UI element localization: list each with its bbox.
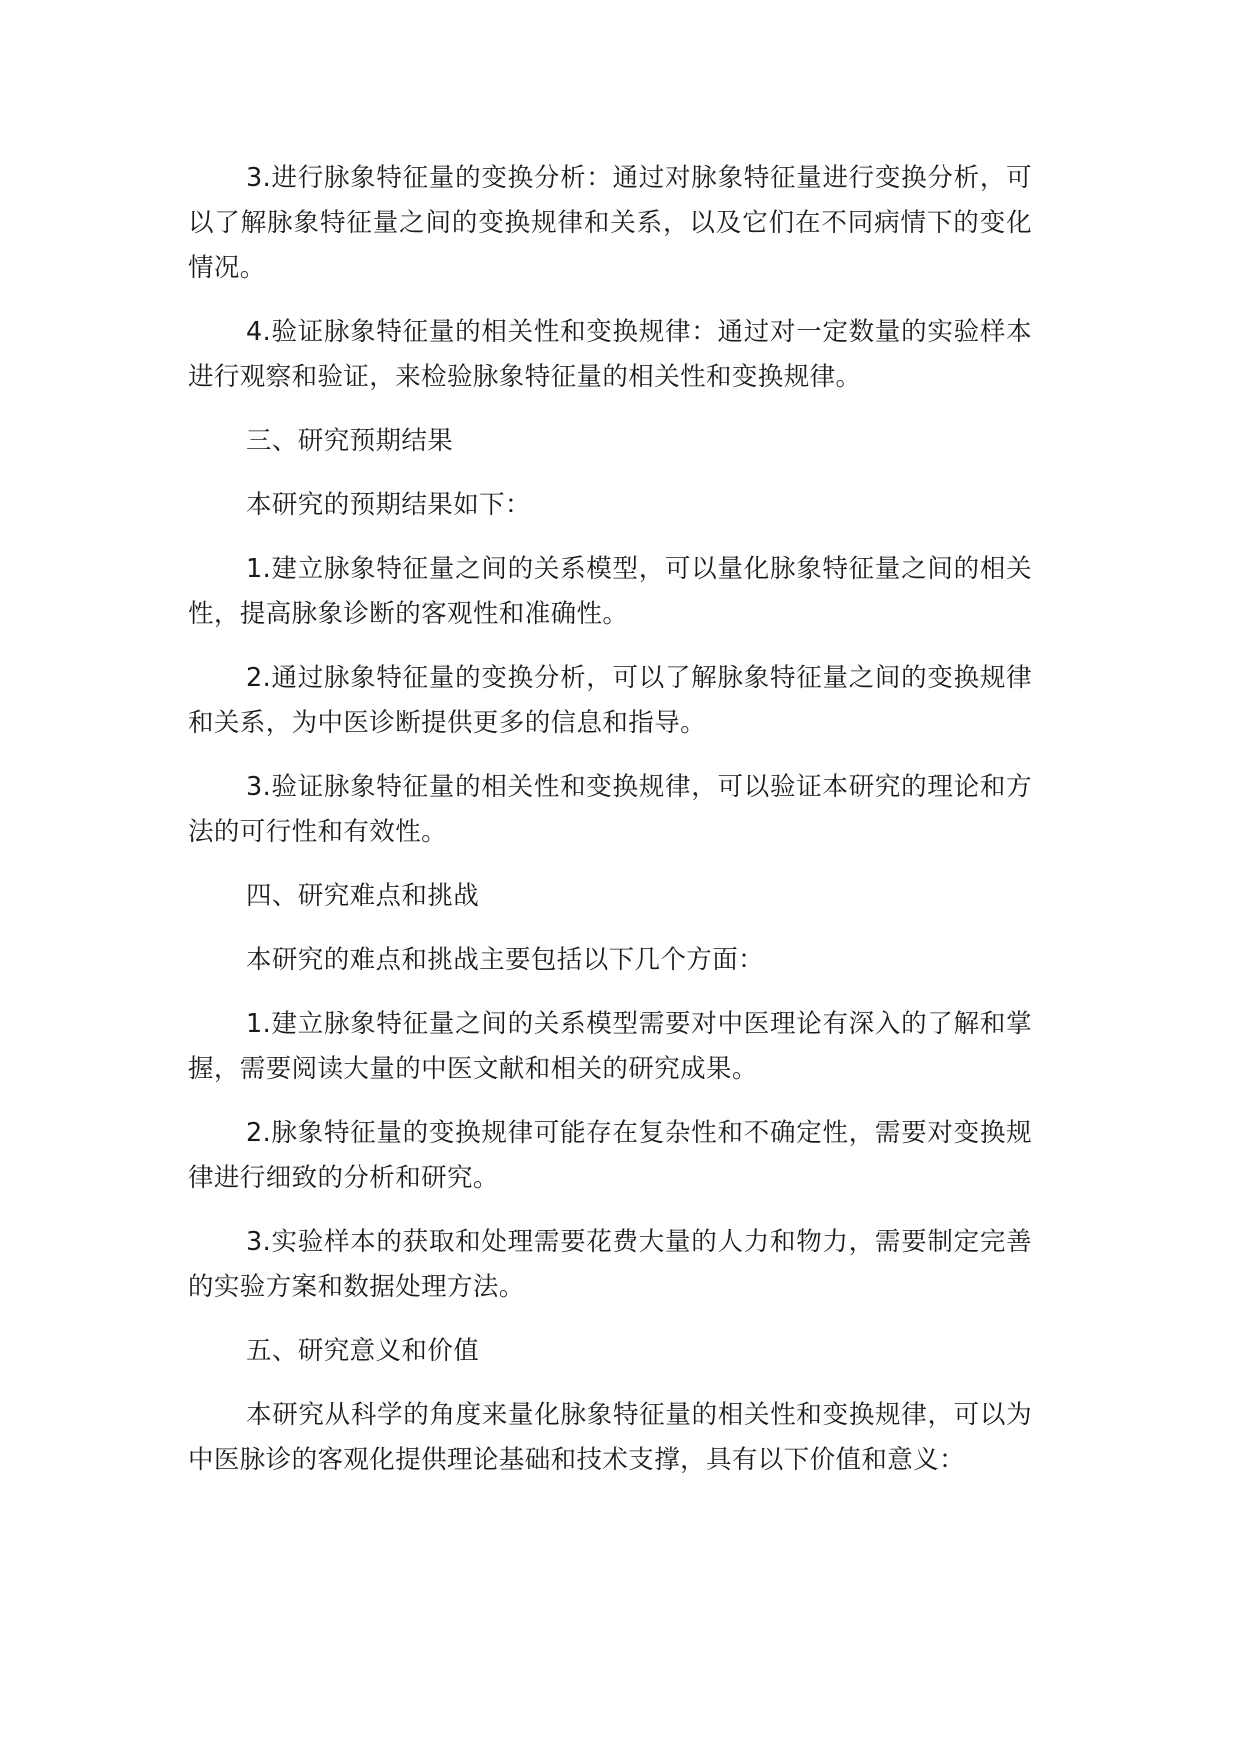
paragraph-transform-analysis: 3.进行脉象特征量的变换分析：通过对脉象特征量进行变换分析，可以了解脉象特征量之间的变换规律和关系，以及它们在不同病情下的变化情况。 — [188, 163, 1032, 283]
document-page — [188, 156, 1032, 1502]
paragraph-difficulties-intro: 本研究的难点和挑战主要包括以下几个方面： — [246, 945, 765, 975]
paragraph-difficulty-1: 1.建立脉象特征量之间的关系模型需要对中医理论有深入的了解和掌握，需要阅读大量的中医文献和相关的研究成果。 — [188, 1009, 1032, 1084]
paragraph-expected-3: 3.验证脉象特征量的相关性和变换规律，可以验证本研究的理论和方法的可行性和有效性。 — [188, 772, 1032, 847]
section-heading-difficulties: 四、研究难点和挑战 — [246, 881, 480, 911]
paragraph-expected-intro: 本研究的预期结果如下： — [246, 490, 531, 520]
paragraph-significance: 本研究从科学的角度来量化脉象特征量的相关性和变换规律，可以为中医脉诊的客观化提供理论基础和技术支撑，具有以下价值和意义： — [188, 1400, 1032, 1475]
section-heading-expected-results: 三、研究预期结果 — [246, 426, 454, 456]
paragraph-verify-correlation: 4.验证脉象特征量的相关性和变换规律：通过对一定数量的实验样本进行观察和验证，来检验脉象特征量的相关性和变换规律。 — [188, 317, 1032, 392]
paragraph-expected-2: 2.通过脉象特征量的变换分析，可以了解脉象特征量之间的变换规律和关系，为中医诊断提供更多的信息和指导。 — [188, 663, 1032, 738]
paragraph-difficulty-2: 2.脉象特征量的变换规律可能存在复杂性和不确定性，需要对变换规律进行细致的分析和研究。 — [188, 1118, 1032, 1193]
paragraph-expected-1: 1.建立脉象特征量之间的关系模型，可以量化脉象特征量之间的相关性，提高脉象诊断的客观性和准确性。 — [188, 554, 1032, 629]
section-heading-significance: 五、研究意义和价值 — [246, 1336, 480, 1366]
paragraph-difficulty-3: 3.实验样本的获取和处理需要花费大量的人力和物力，需要制定完善的实验方案和数据处理方法。 — [188, 1227, 1032, 1302]
